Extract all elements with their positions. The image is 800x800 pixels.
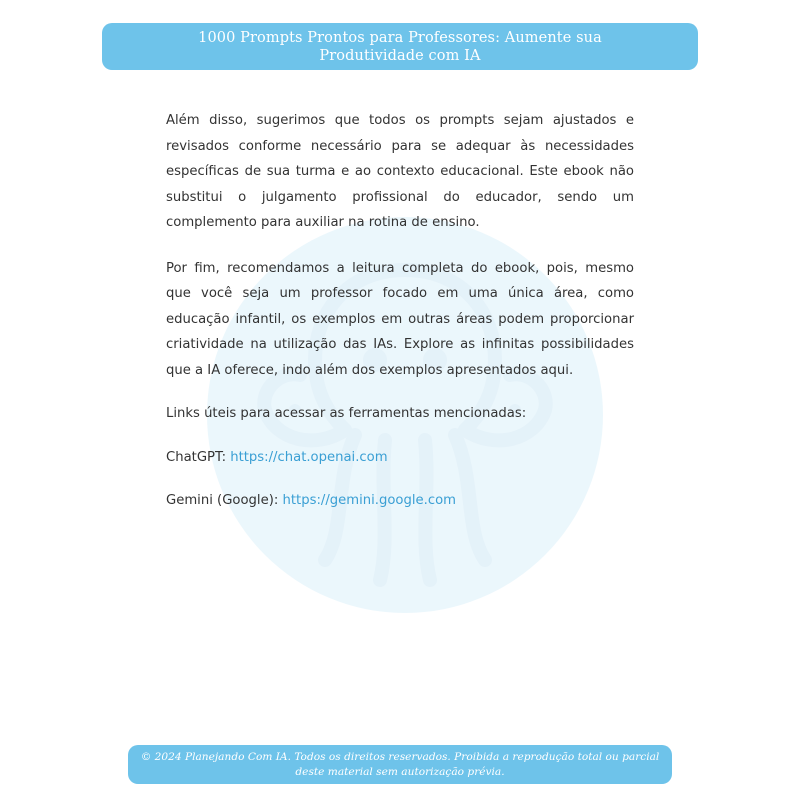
link-label-gemini: Gemini (Google): <box>166 493 283 508</box>
link-chatgpt[interactable]: https://chat.openai.com <box>230 449 388 465</box>
link-row-gemini <box>166 488 634 514</box>
footer-banner <box>128 745 672 784</box>
main-content <box>166 108 634 532</box>
links-intro: Links úteis para acessar as ferramentas mencionadas: <box>166 406 527 421</box>
header-banner <box>102 23 698 70</box>
page-title: 1000 Prompts Prontos para Professores: Aumente sua Produtividade com IA <box>198 29 602 64</box>
link-row-chatgpt <box>166 445 634 471</box>
link-label-chatgpt: ChatGPT: <box>166 449 231 465</box>
paragraph-conclusion: Por fim, recomendamos a leitura completa do ebook, pois, mesmo que você seja um professor focado em uma única área, como educação infantil, os exemplos em outras áreas podem proporcionar criatividade na utilização das IAs. Explore as infinitas possibilidades que a IA oferece, indo além dos exemplos apresentados aqui. <box>166 260 634 378</box>
paragraph-recommendation: Além disso, sugerimos que todos os prompts sejam ajustados e revisados conforme necessário para se adequar às necessidades específicas de sua turma e ao contexto educacional. Este ebook não substitui o julgamento profissional do educador, sendo um complemento para auxiliar na rotina de ensino. <box>166 113 634 230</box>
link-gemini[interactable]: https://gemini.google.com <box>282 493 456 508</box>
copyright-notice: © 2024 Planejando Com IA. Todos os direitos reservados. Proibida a reprodução total ou parcial deste material sem autorização prévia. <box>140 750 660 778</box>
